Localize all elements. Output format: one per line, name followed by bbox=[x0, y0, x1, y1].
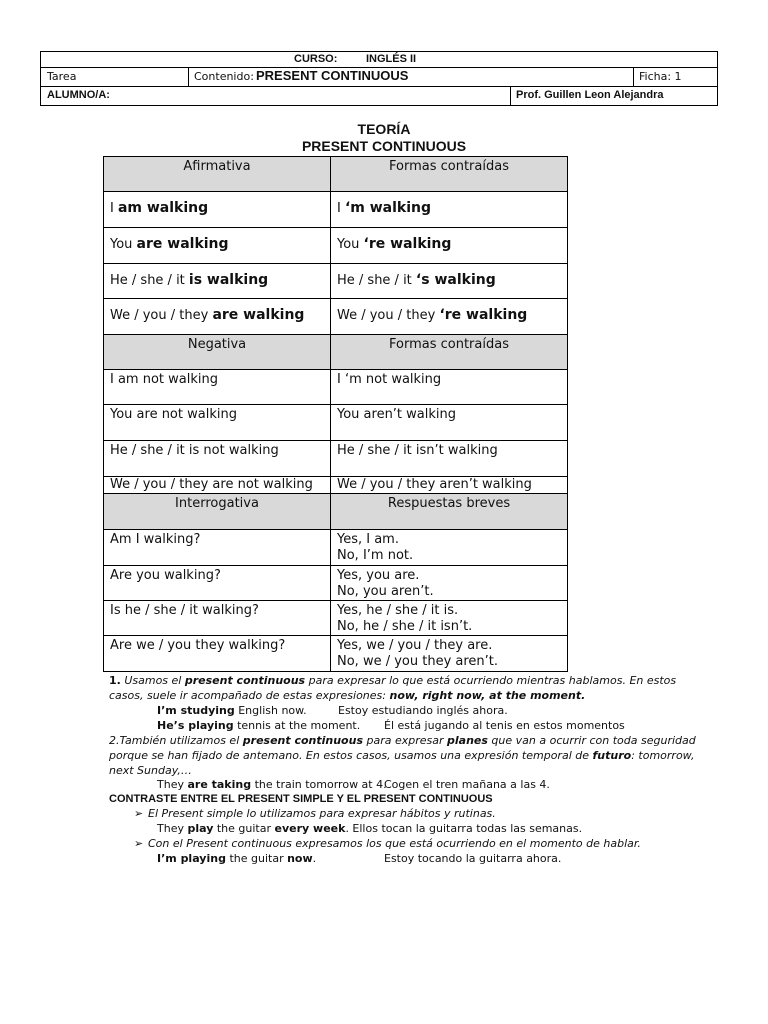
arrow-bullet-icon: ➢ bbox=[134, 837, 144, 850]
table-cell: Yes, he / she / it is. No, he / she / it isn’t. bbox=[331, 601, 568, 636]
teacher-name: Prof. Guillen Leon Alejandra bbox=[516, 89, 664, 101]
arrow-bullet-icon: ➢ bbox=[134, 807, 144, 820]
table-cell: I ‘m not walking bbox=[331, 370, 568, 405]
curso-value: INGLÉS II bbox=[366, 53, 417, 65]
header-cell: Afirmativa bbox=[104, 157, 331, 192]
example-3: They are taking the train tomorrow at 4. bbox=[157, 778, 387, 791]
example-3-translation: Cogen el tren mañana a las 4. bbox=[384, 778, 550, 791]
header-cell: Interrogativa bbox=[104, 494, 331, 530]
grammar-table bbox=[103, 156, 568, 672]
note-2-line-1: 2.También utilizamos el present continuous para expresar planes que van a ocurrir con toda seguridad bbox=[109, 734, 696, 747]
table-cell: Are you walking? bbox=[104, 566, 331, 601]
example-4: They play the guitar every week. Ellos tocan la guitarra todas las semanas. bbox=[157, 822, 583, 835]
table-row bbox=[104, 441, 568, 477]
table-row bbox=[104, 477, 568, 494]
table-header-row bbox=[104, 494, 568, 530]
table-header-row bbox=[104, 157, 568, 192]
table-cell: We / you / they ‘re walking bbox=[331, 299, 568, 335]
header-cell: Formas contraídas bbox=[331, 335, 568, 370]
contenido-value: PRESENT CONTINUOUS bbox=[256, 68, 409, 83]
table-row bbox=[104, 530, 568, 566]
ficha-label: Ficha: 1 bbox=[639, 70, 682, 83]
table-cell: You are walking bbox=[104, 228, 331, 264]
example-5: I’m playing the guitar now. bbox=[157, 852, 317, 865]
table-cell: Yes, we / you / they are. No, we / you they aren’t. bbox=[331, 636, 568, 672]
table-row bbox=[104, 264, 568, 299]
bullet-1: ➢ El Present simple lo utilizamos para expresar hábitos y rutinas. bbox=[134, 807, 496, 820]
table-cell: You are not walking bbox=[104, 405, 331, 441]
table-row bbox=[104, 566, 568, 601]
table-cell: I ‘m walking bbox=[331, 192, 568, 228]
header-cell: Formas contraídas bbox=[331, 157, 568, 192]
table-cell: Are we / you they walking? bbox=[104, 636, 331, 672]
table-cell: Is he / she / it walking? bbox=[104, 601, 331, 636]
note-2-line-3: next Sunday,… bbox=[109, 764, 192, 777]
tarea-label: Tarea bbox=[47, 70, 77, 83]
table-row bbox=[104, 192, 568, 228]
header-cell: Respuestas breves bbox=[331, 494, 568, 530]
header-cell: Negativa bbox=[104, 335, 331, 370]
table-row bbox=[104, 370, 568, 405]
example-1: I’m studying English now. bbox=[157, 704, 307, 717]
table-row bbox=[104, 228, 568, 264]
table-row bbox=[104, 299, 568, 335]
table-cell: I am not walking bbox=[104, 370, 331, 405]
table-cell: We / you / they are walking bbox=[104, 299, 331, 335]
bullet-2: ➢ Con el Present continuous expresamos los que está ocurriendo en el momento de hablar. bbox=[134, 837, 641, 850]
header-divider bbox=[188, 67, 189, 86]
table-row bbox=[104, 601, 568, 636]
example-2: He’s playing tennis at the moment. bbox=[157, 719, 361, 732]
contrast-heading: CONTRASTE ENTRE EL PRESENT SIMPLE Y EL PRESENT CONTINUOUS bbox=[109, 793, 493, 805]
table-cell: You aren’t walking bbox=[331, 405, 568, 441]
table-cell: He / she / it ‘s walking bbox=[331, 264, 568, 299]
curso-label: CURSO: bbox=[294, 53, 338, 65]
table-cell: He / she / it is walking bbox=[104, 264, 331, 299]
table-cell: Yes, you are. No, you aren’t. bbox=[331, 566, 568, 601]
table-cell: We / you / they aren’t walking bbox=[331, 477, 568, 494]
table-cell: Am I walking? bbox=[104, 530, 331, 566]
table-row bbox=[104, 636, 568, 672]
table-cell: Yes, I am. No, I’m not. bbox=[331, 530, 568, 566]
header-divider bbox=[510, 86, 511, 106]
header-divider bbox=[40, 86, 718, 87]
table-cell: We / you / they are not walking bbox=[104, 477, 331, 494]
table-cell: He / she / it isn’t walking bbox=[331, 441, 568, 477]
example-1-translation: Estoy estudiando inglés ahora. bbox=[338, 704, 508, 717]
example-2-translation: Él está jugando al tenis en estos momentos bbox=[384, 719, 625, 732]
note-1-line-2: casos, suele ir acompañado de estas expresiones: now, right now, at the moment. bbox=[109, 689, 586, 702]
table-cell: I am walking bbox=[104, 192, 331, 228]
page-title: TEORÍA bbox=[357, 121, 411, 137]
note-2-line-2: porque se han fijado de antemano. En estos casos, usamos una expresión temporal de futuro: tomorrow, bbox=[109, 749, 695, 762]
table-cell: You ‘re walking bbox=[331, 228, 568, 264]
table-row bbox=[104, 405, 568, 441]
page-subtitle: PRESENT CONTINUOUS bbox=[301, 138, 467, 154]
note-1-line-1: 1. Usamos el present continuous para expresar lo que está ocurriendo mientras hablamos. En estos bbox=[109, 674, 677, 687]
header-divider bbox=[633, 67, 634, 86]
table-cell: He / she / it is not walking bbox=[104, 441, 331, 477]
alumno-label: ALUMNO/A: bbox=[47, 89, 110, 101]
table-header-row bbox=[104, 335, 568, 370]
example-5-translation: Estoy tocando la guitarra ahora. bbox=[384, 852, 562, 865]
contenido-label: Contenido: bbox=[194, 70, 254, 83]
